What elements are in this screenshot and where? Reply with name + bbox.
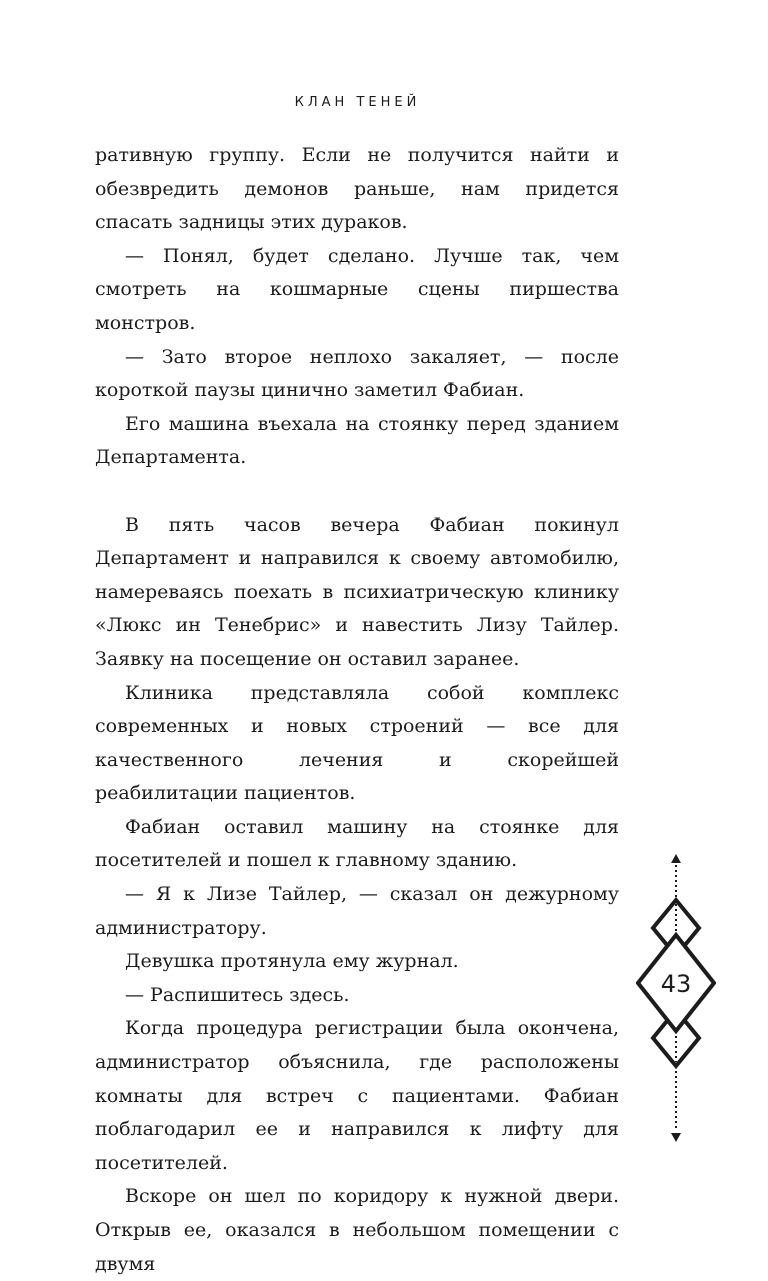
paragraph: В пять часов вечера Фабиан покинул Департамент и направился к своему автомобилю, намереваясь поехать в психиатрическую клинику «Люкс ин Тенебрис» и навестить Лизу Тайлер. Заявку на посещение он оставил заранее. [95,513,619,670]
paragraph: Когда процедура регистрации была окончена, администратор объяснила, где расположены комнаты для встреч с пациентами. Фабиан поблагодарил ее и направился к лифту для посетителей. [95,1017,619,1174]
paragraph: — Я к Лизе Тайлер, — сказал он дежурному администратору. [95,883,619,939]
paragraph: — Зато второе неплохо закаляет, — после короткой паузы цинично заметил Фабиан. [95,345,619,402]
page-body [95,139,619,1281]
running-title: КЛАН ТЕНЕЙ [294,95,421,110]
paragraph: — Понял, будет сделано. Лучше так, чем смотреть на кошмарные сцены пиршества монстров. [95,244,619,334]
paragraph: Фабиан оставил машину на стоянке для посетителей и пошел к главному зданию. [95,815,619,872]
section-break [95,475,619,509]
diamond-ornament-icon [636,852,716,1144]
paragraph: Клиника представляла собой комплекс современных и новых строений — все для качественного лечения и скорейшей реабилитации пациентов. [95,681,619,805]
paragraph: Его машина въехала на стоянку перед зданием Департамента. [95,412,619,469]
paragraph: — Распишитесь здесь. [125,983,350,1006]
paragraph: ративную группу. Если не получится найти и обезвредить демонов раньше, нам придется спасать задницы этих дураков. [95,144,619,234]
paragraph: Вскоре он шел по коридору к нужной двери. Открыв ее, оказался в небольшом помещении с двумя [95,1185,619,1275]
page-number-ornament [636,852,716,1144]
page-number: 43 [660,970,692,998]
arrow-down-icon [671,1133,681,1142]
arrow-up-icon [671,854,681,863]
paragraph: Девушка протянула ему журнал. [125,950,459,973]
